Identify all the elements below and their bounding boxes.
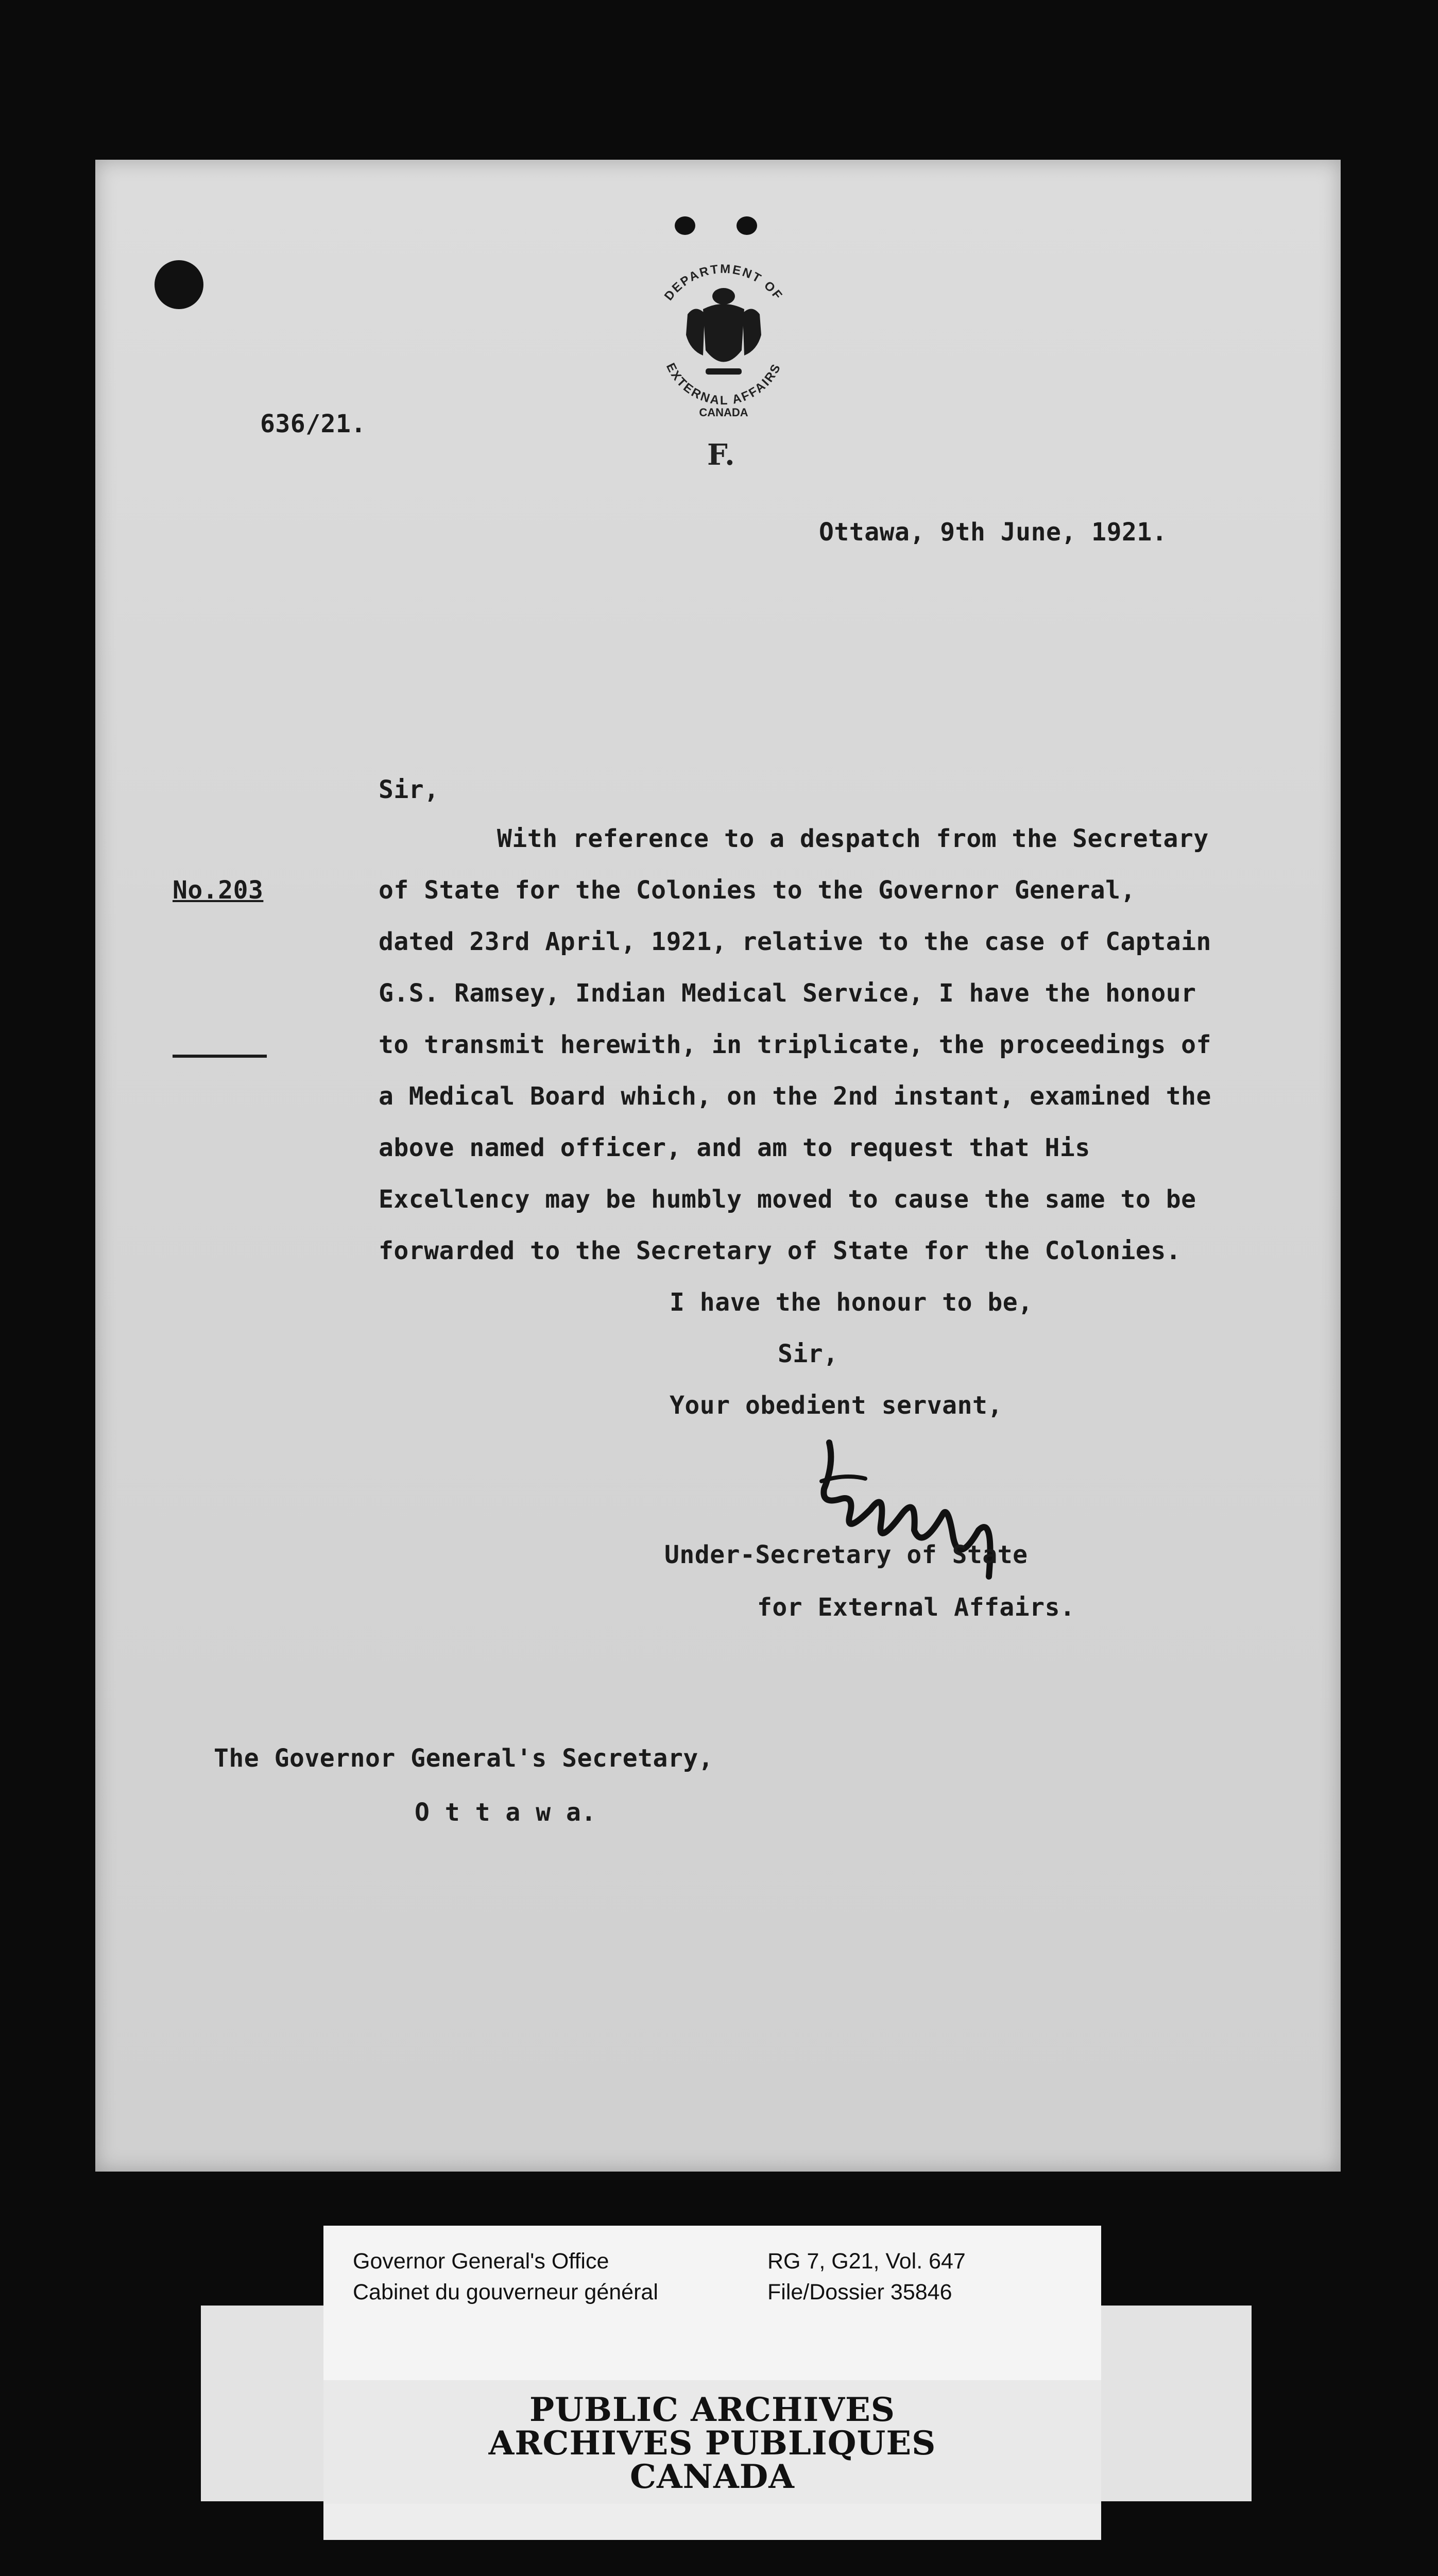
archive-file: File/Dossier 35846 [767,2280,952,2304]
department-seal [639,252,809,422]
closing-line: Your obedient servant, [670,1391,1003,1420]
addressee-line: O t t a w a. [415,1798,596,1827]
seal-text-top: DEPARTMENT OF [661,262,786,303]
punch-hole-left [675,216,695,235]
signatory-title: for External Affairs. [757,1593,1075,1622]
body-line: Excellency may be humbly moved to cause the same to be [379,1185,1196,1214]
coat-of-arms-icon [686,288,761,375]
body-line: G.S. Ramsey, Indian Medical Service, I have the honour [379,979,1196,1008]
body-line: forwarded to the Secretary of State for the Colonies. [379,1236,1182,1265]
margin-note: No.203 [173,876,264,905]
letter-date: Ottawa, 9th June, 1921. [819,518,1168,547]
office-en: Governor General's Office [353,2249,609,2274]
punch-hole [155,260,203,309]
closing-line: Sir, [778,1340,838,1368]
body-line: a Medical Board which, on the 2nd instant, examined the [379,1082,1211,1111]
seal-letter: F. [707,438,735,472]
archive-stamp-line: CANADA [630,2458,795,2496]
body-line: of State for the Colonies to the Governor General, [379,876,1136,905]
office-fr: Cabinet du gouverneur général [353,2280,658,2304]
archive-stamp-bottom [323,2504,1101,2540]
archive-reference: RG 7, G21, Vol. 647 [767,2249,966,2274]
svg-text:EXTERNAL AFFAIRS [663,361,784,408]
punch-hole-right [737,216,757,235]
closing-line: I have the honour to be, [670,1288,1033,1317]
seal-text-country: CANADA [699,406,748,419]
signatory-title: Under-Secretary of State [664,1540,1028,1569]
margin-rule [173,1055,267,1058]
handwritten-signature [793,1432,1009,1597]
archive-stamp-line: PUBLIC ARCHIVES [529,2391,896,2429]
body-line: With reference to a despatch from the Secretary [497,824,1209,853]
salutation: Sir, [379,775,439,804]
body-line: above named officer, and am to request that His [379,1133,1090,1162]
crest-punch-holes [675,216,762,237]
seal-text-bottom: EXTERNAL AFFAIRS [663,361,784,408]
body-line: dated 23rd April, 1921, relative to the case of Captain [379,927,1211,956]
archive-stamp-line: ARCHIVES PUBLIQUES [488,2424,936,2463]
addressee-line: The Governor General's Secretary, [214,1744,714,1773]
body-line: to transmit herewith, in triplicate, the proceedings of [379,1030,1211,1059]
file-reference: 636/21. [260,410,366,438]
